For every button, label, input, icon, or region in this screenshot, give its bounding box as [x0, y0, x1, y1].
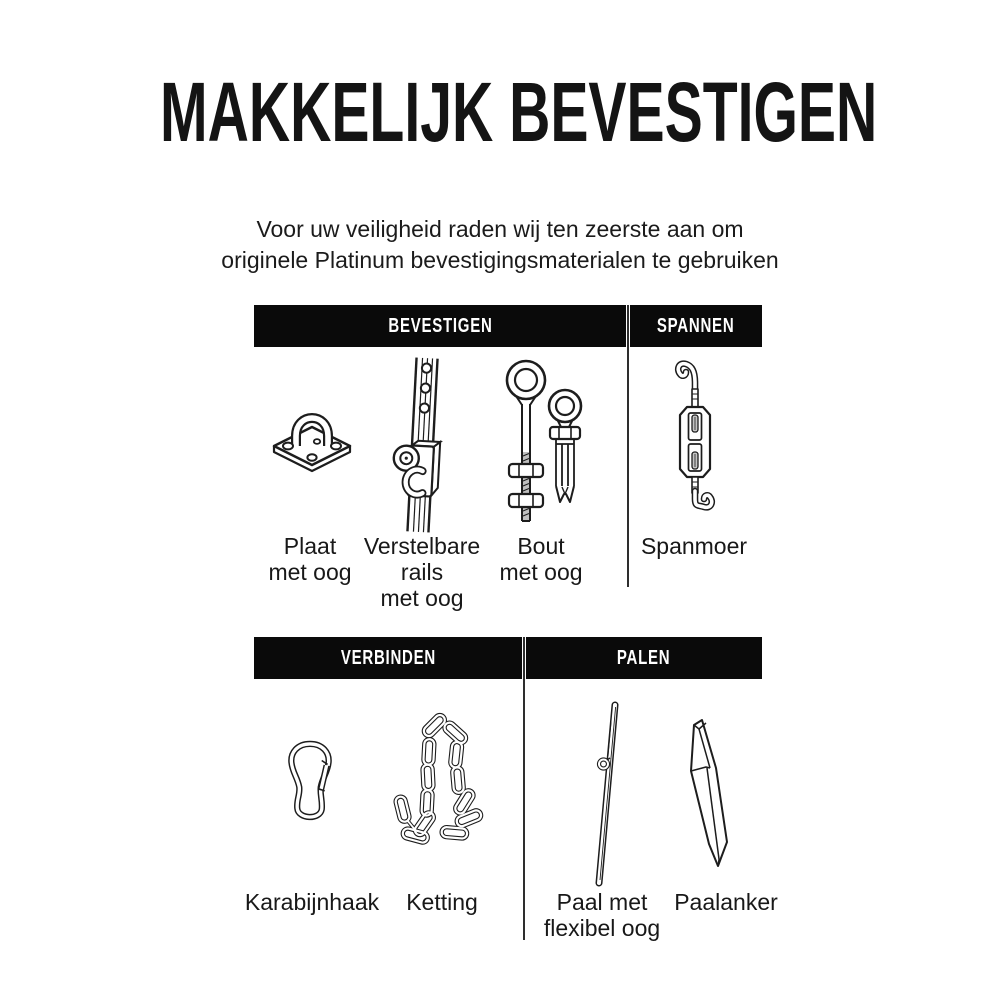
adjustable-rail-icon	[390, 356, 454, 534]
label-line: Paal met	[556, 889, 648, 915]
label-line: met oog	[380, 585, 464, 611]
section-header-text: VERBINDEN	[340, 646, 436, 669]
chain-icon	[388, 708, 488, 854]
section-header-spannen	[630, 305, 762, 347]
section-header-verbinden	[254, 637, 522, 679]
subtitle-line: originele Platinum bevestigingsmaterialen te gebruiken	[221, 247, 779, 273]
ground-anchor-icon	[678, 712, 734, 880]
subtitle-line: Voor uw veiligheid raden wij ten zeerste aan om	[256, 216, 744, 242]
page-title: MAKKELIJK BEVESTIGEN	[160, 65, 878, 159]
label-line: Ketting	[406, 889, 478, 915]
section-header-text: SPANNEN	[657, 314, 735, 337]
turnbuckle-icon	[667, 357, 723, 513]
item-label-bout-met-oog	[461, 533, 621, 585]
label-line: Bout	[517, 533, 565, 559]
label-line: flexibel oog	[543, 915, 661, 941]
pad-eye-plate-icon	[268, 400, 356, 476]
eye-bolt-icon	[500, 356, 584, 528]
item-label-ketting	[372, 889, 512, 915]
section-header-text: PALEN	[617, 646, 671, 669]
label-line: Plaat	[283, 533, 337, 559]
item-label-paalanker	[646, 889, 806, 915]
pole-with-eye-icon	[584, 700, 628, 888]
label-line: Spanmoer	[640, 533, 748, 559]
section-header-bevestigen	[254, 305, 626, 347]
carabiner-icon	[284, 740, 336, 828]
label-line: Verstelbare	[363, 533, 481, 559]
section-header-text: BEVESTIGEN	[387, 314, 493, 337]
label-line: rails	[400, 559, 444, 585]
label-line: Karabijnhaak	[244, 889, 380, 915]
label-line: met oog	[499, 559, 583, 585]
label-line: Paalanker	[674, 889, 778, 915]
item-label-spanmoer	[614, 533, 774, 559]
label-line: met oog	[268, 559, 352, 585]
section-header-palen	[526, 637, 762, 679]
page-subtitle	[0, 214, 1000, 276]
